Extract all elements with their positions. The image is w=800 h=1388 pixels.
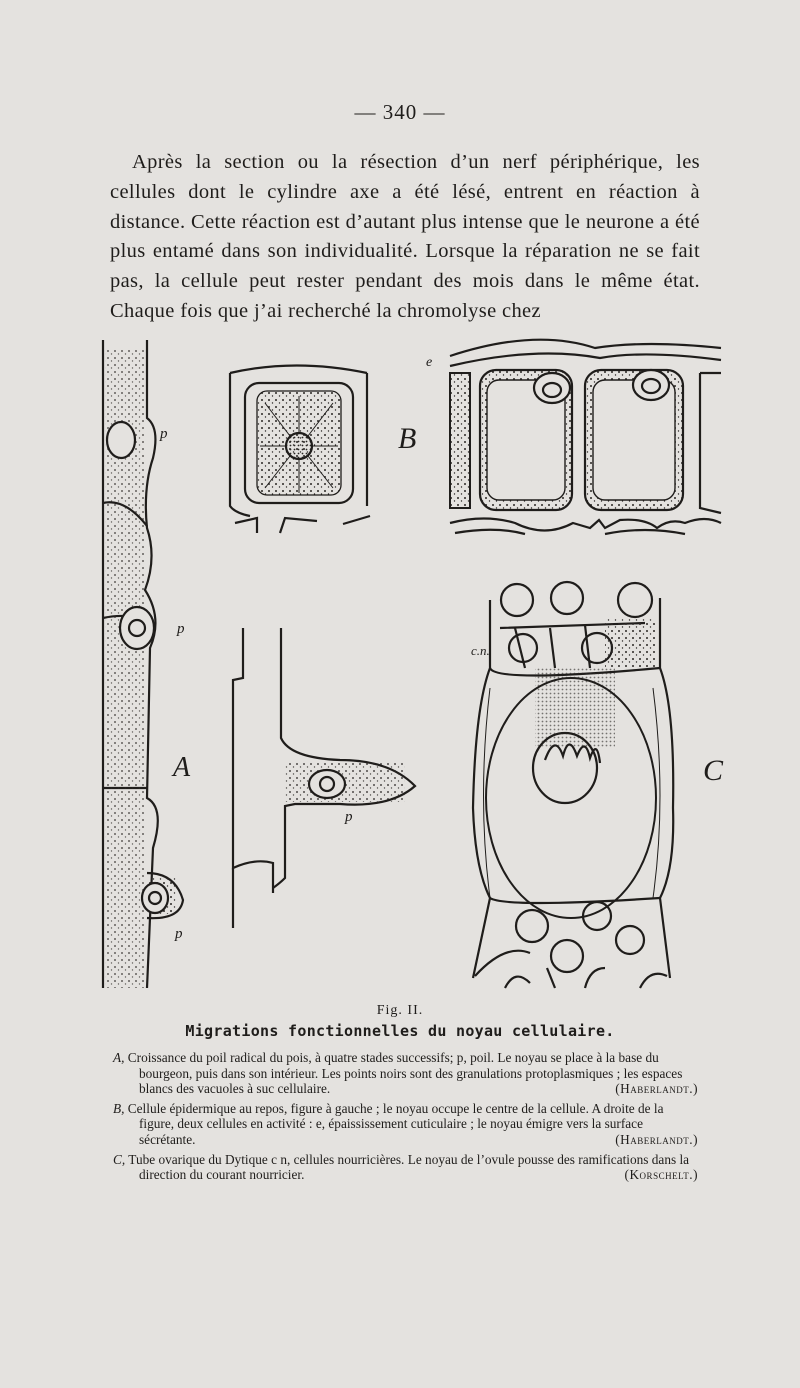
label-c: C [703,754,724,787]
label-e: e [426,355,433,370]
label-a: A [173,752,191,783]
legend-letter: B, [113,1100,125,1116]
legend-entry-b [113,1101,698,1148]
figure-title: Migrations fonctionnelles du noyau cellulaire. [185,1022,615,1040]
label-p-2: p [177,621,185,637]
legend-letter: A, [113,1050,125,1065]
label-p-4: p [175,926,183,942]
figure-a-branch [233,628,415,928]
legend-text: Croissance du poil radical du pois, à quatre stades successifs; p, poil. Le noyau se place à la base du bourgeon, puis dans son intérieur. Les points noirs sont des granulations protoplasmiques ; les espaces blancs des vacuoles à suc cellulaire. [127,1050,683,1097]
legend-source: (Haberlandt.) [615,1131,698,1147]
figure-number: Fig. II. [376,1003,424,1018]
figure-illustration [85,328,735,1000]
figure-c-ovarian-tube [473,582,673,988]
legend-letter: C, [113,1151,126,1167]
legend-source: (Korschelt.) [624,1167,698,1183]
figure-b-active-cells [450,340,721,534]
label-cn: c.n. [471,643,490,658]
legend-text: Tube ovarique du Dytique c n, cellules nourricières. Le noyau de l’ovule pousse des ramifications dans la direction du courant nourricier. [128,1151,690,1183]
label-b: B [398,422,417,455]
label-p-3: p [345,809,353,825]
legend-entry-a [113,1050,698,1097]
body-paragraph: Après la section ou la résection d’un nerf périphérique, les cellules dont le cylindre axe a été lésé, entrent en réaction à distance. Cette réaction est d’autant plus intense que le neurone a été plus entamé dans son individualité. Lorsque la réparation ne se fait pas, la cellule peut rester pendant des mois dans le même état. Chaque fois que j’ai recherché la chromolyse chez [110,151,700,322]
figure-legend [113,1050,698,1187]
page-number: — 340 — [354,100,446,124]
legend-text: Cellule épidermique au repos, figure à gauche ; le noyau occupe le centre de la cellule. A droite de la figure, deux cellules en activité : e, épaississement cuticulaire ; le noyau émigre vers la surface sécrétante. [127,1100,664,1147]
legend-entry-c [113,1152,698,1183]
figure-a-long-cell [103,340,183,988]
legend-source: (Haberlandt.) [615,1081,698,1097]
figure-svg [85,328,735,1000]
figure-b-resting-cell [230,366,370,534]
label-p-1: p [160,426,168,442]
